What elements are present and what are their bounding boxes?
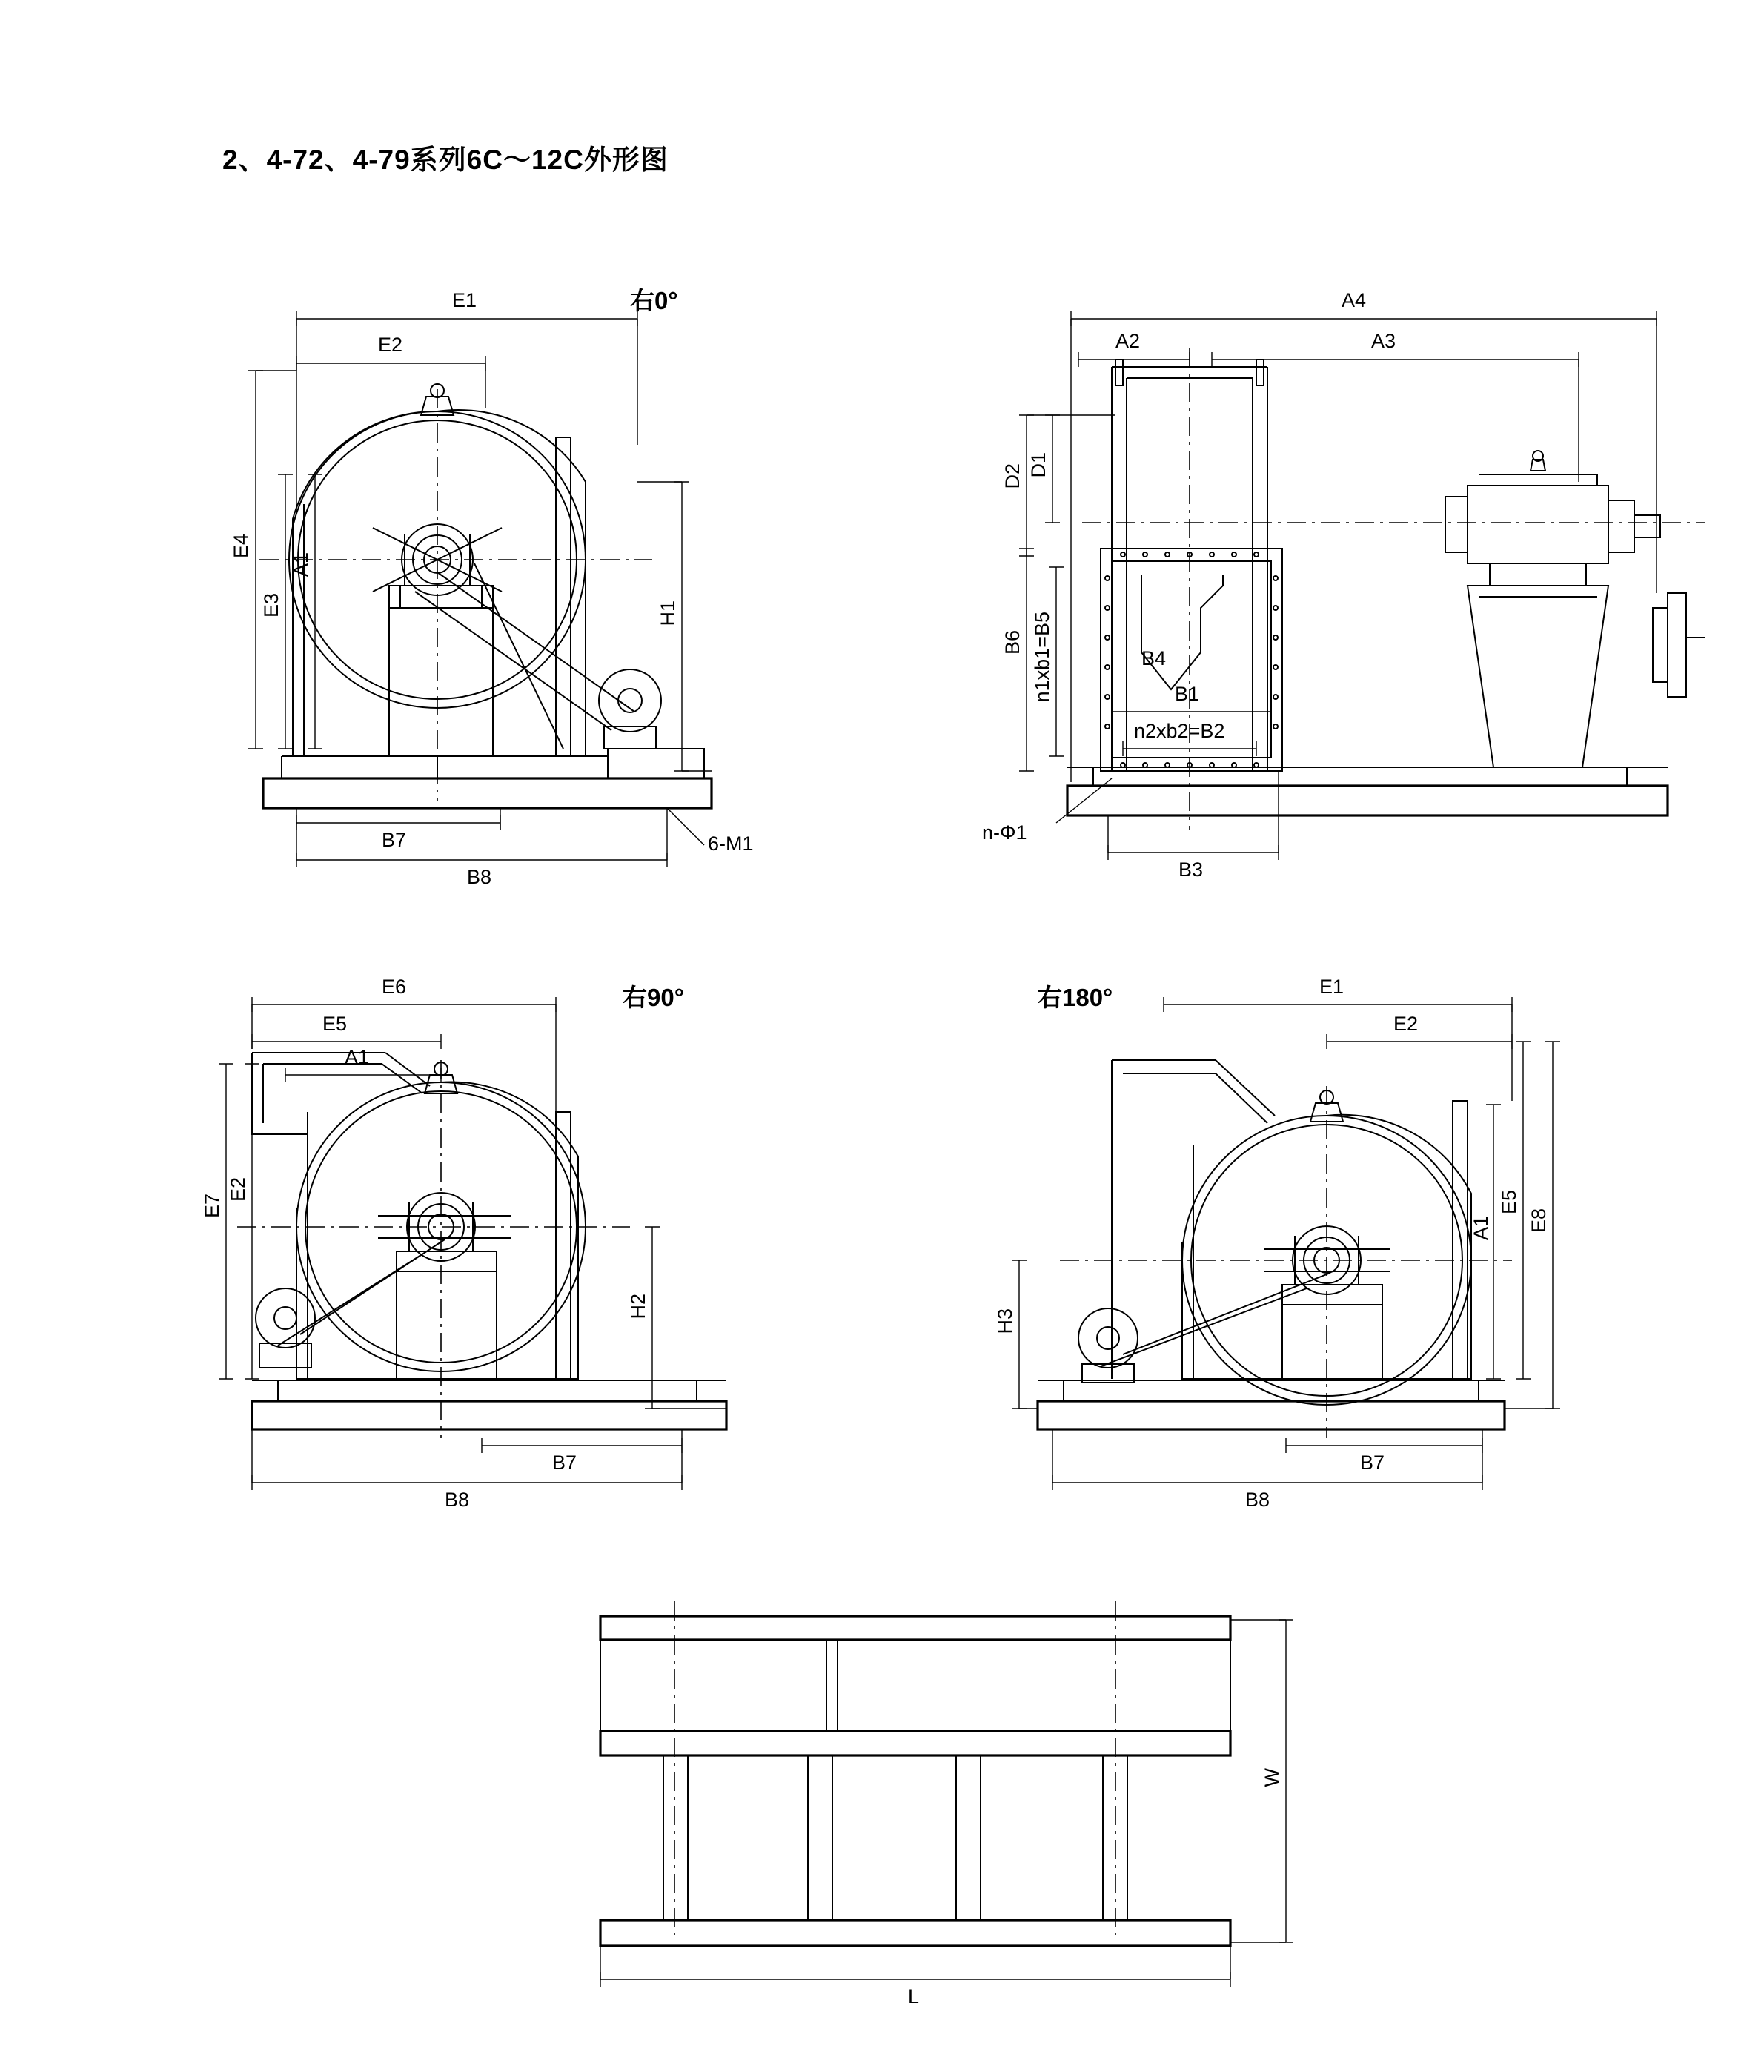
page-title: 2、4-72、4-79系列6C～12C外形图: [222, 145, 669, 175]
dim-a4: A4: [1342, 289, 1367, 311]
dim-e2: E2: [378, 334, 403, 356]
dim-b3: B3: [1178, 858, 1204, 881]
dim-h2: H2: [627, 1294, 649, 1320]
dim-w: W: [1261, 1768, 1283, 1787]
dim-a2: A2: [1115, 330, 1141, 352]
view-right-0: [193, 237, 882, 888]
dim-e3: E3: [260, 593, 282, 618]
dim-d1: D1: [1027, 452, 1050, 478]
view-side: [956, 237, 1705, 882]
dim-a1: A1: [290, 552, 312, 577]
dim-h3: H3: [994, 1308, 1016, 1334]
dim-b8-90: B8: [445, 1489, 470, 1511]
dim-e4: E4: [230, 534, 252, 559]
dim-e2-90: E2: [227, 1177, 249, 1202]
dim-e2-180: E2: [1393, 1013, 1419, 1035]
view-4-name: 右180°: [1038, 984, 1113, 1011]
dim-b8: B8: [467, 866, 492, 888]
dim-b4: B4: [1141, 647, 1167, 669]
dim-a3: A3: [1371, 330, 1396, 352]
dim-h1: H1: [657, 600, 679, 626]
dim-b7-180: B7: [1360, 1452, 1385, 1474]
dim-d2: D2: [1001, 463, 1024, 489]
dim-e6: E6: [382, 976, 407, 998]
dim-e1-180: E1: [1319, 976, 1344, 998]
view-right-180: [993, 964, 1682, 1511]
dim-b6: B6: [1001, 630, 1024, 655]
view-3-name: 右90°: [623, 984, 684, 1011]
view-1-name: 右0°: [630, 287, 678, 314]
dim-b8-180: B8: [1245, 1489, 1270, 1511]
dim-n2b2-b2: n2xb2=B2: [1134, 720, 1225, 742]
dim-e1: E1: [452, 289, 477, 311]
dim-a1-90: A1: [345, 1046, 370, 1068]
dim-e7: E7: [201, 1194, 223, 1219]
dim-b7-90: B7: [552, 1452, 577, 1474]
dim-e5: E5: [322, 1013, 348, 1035]
dim-a1-180: A1: [1470, 1216, 1492, 1241]
view-right-90: [201, 964, 904, 1511]
note-6-m1: 6-M1: [708, 833, 754, 855]
dim-l: L: [908, 1985, 920, 2008]
view-base-frame: [563, 1594, 1349, 2009]
dim-b7: B7: [382, 829, 407, 851]
note-n-phi1: n-Φ1: [982, 821, 1027, 844]
dim-e5-180: E5: [1498, 1190, 1520, 1215]
dim-n1b1-b5: n1xb1=B5: [1031, 612, 1053, 703]
dim-b1: B1: [1175, 683, 1200, 705]
dim-e8: E8: [1528, 1208, 1550, 1234]
